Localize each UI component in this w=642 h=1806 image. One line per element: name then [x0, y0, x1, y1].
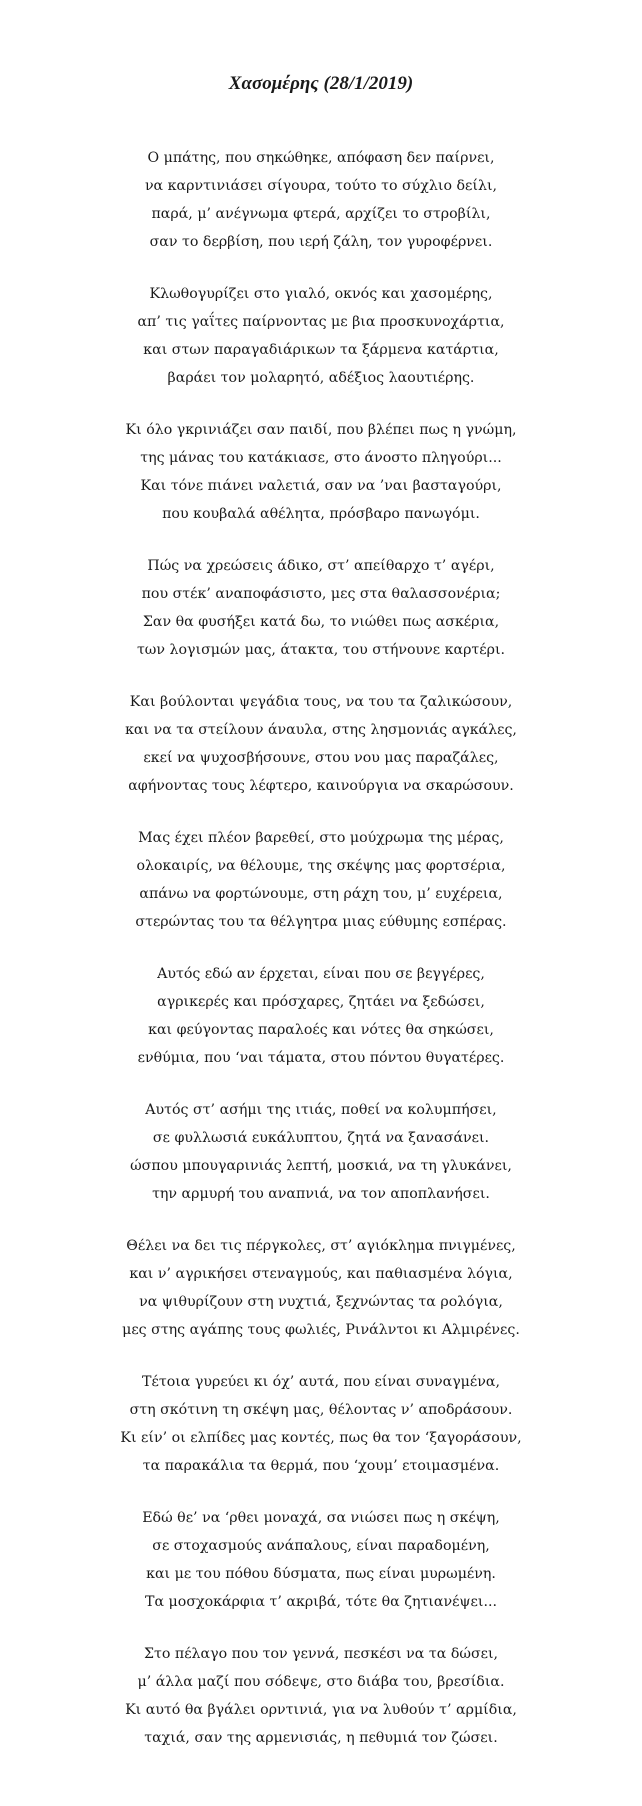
stanza: Μας έχει πλέον βαρεθεί, στο μούχρωμα της μέρας, ολοκαιρίς, να θέλουμε, της σκέψης μας φορτσέρια, απάνω να φορτώνουμε, στη ράχη του, μ’ ευχέρεια, στερώντας του τα θέλγητρα μιας εύθυμης εσπέρας. — [135, 830, 507, 930]
stanza: Πώς να χρεώσεις άδικο, στ’ απείθαρχο τ’ αγέρι, που στέκ’ αναποφάσιστο, μες στα θαλασσονέρια; Σαν θα φυσήξει κατά δω, το νιώθει πως ασκέρια, των λογισμών μας, άτακτα, του στήνουνε καρτέρι. — [136, 558, 506, 658]
stanza: Κι όλο γκρινιάζει σαν παιδί, που βλέπει πως η γνώμη, της μάνας του κατάκιασε, στο άνοστο πληγούρι... Και τόνε πιάνει ναλετιά, σαν να ’ναι βασταγούρι, που κουβαλά αθέλητα, πρόσβαρο πανωγόμι. — [125, 422, 517, 522]
stanza: Αυτός εδώ αν έρχεται, είναι που σε βεγγέρες, αγρικερές και πρόσχαρες, ζητάει να ξεδώσει, και φεύγοντας παραλοές και νότες θα σηκώσει, ενθύμια, που ‘ναι τάματα, στου πόντου θυγατέρες. — [137, 966, 505, 1066]
stanza: Αυτός στ’ ασήμι της ιτιάς, ποθεί να κολυμπήσει, σε φυλλωσιά ευκάλυπτου, ζητά να ξανασάνει. ώσπου μπουγαρινιάς λεπτή, μοσκιά, να τη γλυκάνει, την αρμυρή του αναπνιά, να τον αποπλανήσει. — [130, 1102, 512, 1202]
stanza: Εδώ θε’ να ‘ρθει μοναχά, σα νιώσει πως η σκέψη, σε στοχασμούς ανάπαλους, είναι παραδομένη, και με του πόθου δύσματα, πως είναι μυρωμένη. Τα μοσχοκάρφια τ’ ακριβά, τότε θα ζητιανέψει... — [142, 1510, 500, 1610]
poem-title: Χασομέρης (28/1/2019) — [228, 73, 414, 94]
stanza: Ο μπάτης, που σηκώθηκε, απόφαση δεν παίρνει, να καρντινιάσει σίγουρα, τούτο το σύχλιο δείλι, παρά, μ’ ανέγνωμα φτερά, αρχίζει το στροβίλι, σαν το δερβίση, που ιερή ζάλη, τον γυροφέρνει. — [144, 150, 498, 250]
stanza: Στο πέλαγο που τον γεννά, πεσκέσι να τα δώσει, μ’ άλλα μαζί που σόδεψε, στο διάβα του, βρεσίδια. Κι αυτό θα βγάλει ορντινιά, για να λυθούν τ’ αρμίδια, ταχιά, σαν της αρμενισιάς, η πεθυμιά τον ζώσει. — [125, 1646, 517, 1746]
stanza: Θέλει να δει τις πέργκολες, στ’ αγιόκλημα πνιγμένες, και ν’ αγρικήσει στεναγμούς, και παθιασμένα λόγια, να ψιθυρίζουν στη νυχτιά, ξεχνώντας τα ρολόγια, μες στης αγάπης τους φωλιές, Ρινάλντοι κι Αλμιρένες. — [122, 1238, 520, 1338]
stanza: Τέτοια γυρεύει κι όχ’ αυτά, που είναι συναγμένα, στη σκότινη τη σκέψη μας, θέλοντας ν’ αποδράσουν. Κι είν’ οι ελπίδες μας κοντές, πως θα τον ‘ξαγοράσουν, τα παρακάλια τα θερμά, που ‘χουμ’ ετοιμασμένα. — [120, 1374, 522, 1474]
stanza: Κλωθογυρίζει στο γιαλό, οκνός και χασομέρης, απ’ τις γαΐτες παίρνοντας με βια προσκυνοχάρτια, και στων παραγαδιάρικων τα ξάρμενα κατάρτια, βαράει τον μολαρητό, αδέξιος λαουτιέρης. — [137, 286, 505, 386]
poem-body — [0, 144, 642, 1752]
stanza: Και βούλονται ψεγάδια τους, να του τα ζαλικώσουν, και να τα στείλουν άναυλα, στης λησμονιάς αγκάλες, εκεί να ψυχοσβήσουνε, στου νου μας παραζάλες, αφήνοντας τους λέφτερο, καινούργια να σκαρώσουν. — [125, 694, 517, 794]
